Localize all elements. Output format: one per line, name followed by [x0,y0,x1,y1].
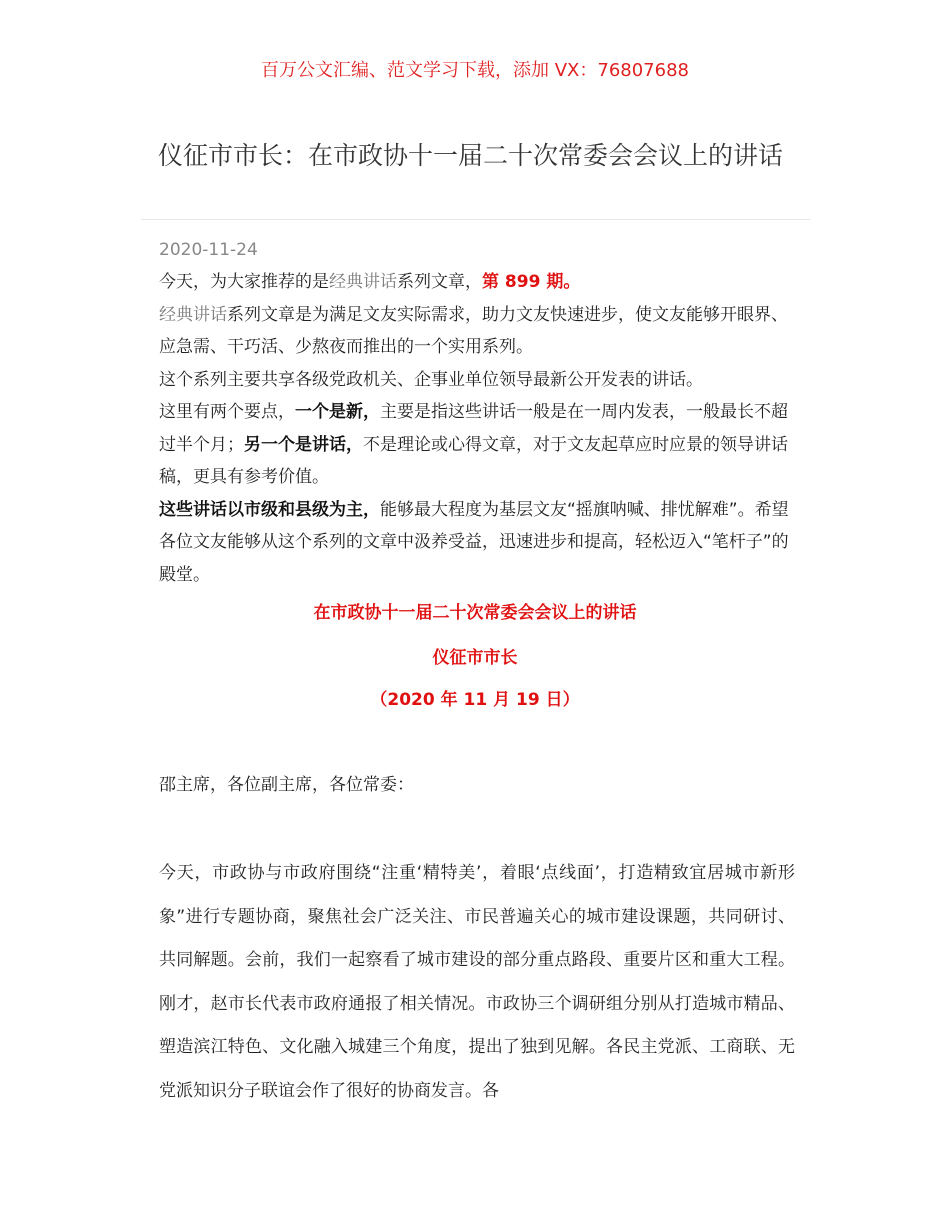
intro-paragraph-5 [159,494,795,592]
speech-heading: 在市政协十一届二十次常委会会议上的讲话 [313,603,637,623]
intro-section [159,266,795,591]
speech-salutation: 邵主席，各位副主席，各位常委： [159,775,414,795]
speech-date: （2020 年 11 月 19 日） [370,690,580,710]
series-name: 经典讲话 [329,272,397,292]
key-point: 另一个是讲话， [244,434,363,455]
publish-date: 2020-11-24 [159,240,258,260]
series-name: 经典讲话 [159,304,227,325]
intro-text: 主要是指这些讲话一般是在一周内发表，一般最长不超过半个月； [159,402,788,455]
key-point: 一个是新， [295,402,380,422]
intro-text: 能够最大程度为基层文友“摇旗呐喊、排忧解难”。希望各位文友能够从这个系列的文章中汲养受益，迅速进步和提高，轻松迈入“笔杆子”的殿堂。 [159,499,789,585]
speech-speaker: 仪征市市长 [432,648,518,668]
issue-number: 第 899 期。 [482,272,581,292]
intro-text: 这里有两个要点， [159,402,295,422]
intro-text: 今天，为大家推荐的是 [159,272,329,292]
article-title: 仪征市市长：在市政协十一届二十次常委会会议上的讲话 [158,141,784,170]
intro-text: 系列文章， [397,272,482,292]
intro-paragraph-2 [159,299,795,364]
intro-paragraph-4 [159,396,795,494]
speech-paragraph-1: 今天，市政协与市政府围绕“注重‘精特美’，着眼‘点线面’，打造精致宜居城市新形象”进行专题协商，聚焦社会广泛关注、市民普遍关心的城市建设课题，共同研讨、共同解题。会前，我们一起察看了城市建设的部分重点路段、重要片区和重大工程。刚才，赵市长代表市政府通报了相关情况。市政协三个调研组分别从打造城市精品、塑造滨江特色、文化融入城建三个角度，提出了独到见解。各民主党派、工商联、无党派知识分子联谊会作了很好的协商发言。各 [159,863,795,1101]
intro-text: 不是理论或心得文章，对于文友起草应时应景的领导讲话稿，更具有参考价值。 [159,434,788,487]
intro-paragraph-3: 这个系列主要共享各级党政机关、企事业单位领导最新公开发表的讲话。 [159,369,703,390]
promo-banner: 百万公文汇编、范文学习下载，添加 VX：76807688 [261,60,689,81]
key-point: 这些讲话以市级和县级为主， [159,499,380,520]
intro-paragraph-1 [159,266,795,299]
intro-text: 系列文章是为满足文友实际需求，助力文友快速进步，使文友能够开眼界、应急需、干巧活、少熬夜而推出的一个实用系列。 [159,304,788,357]
title-divider [141,219,810,220]
